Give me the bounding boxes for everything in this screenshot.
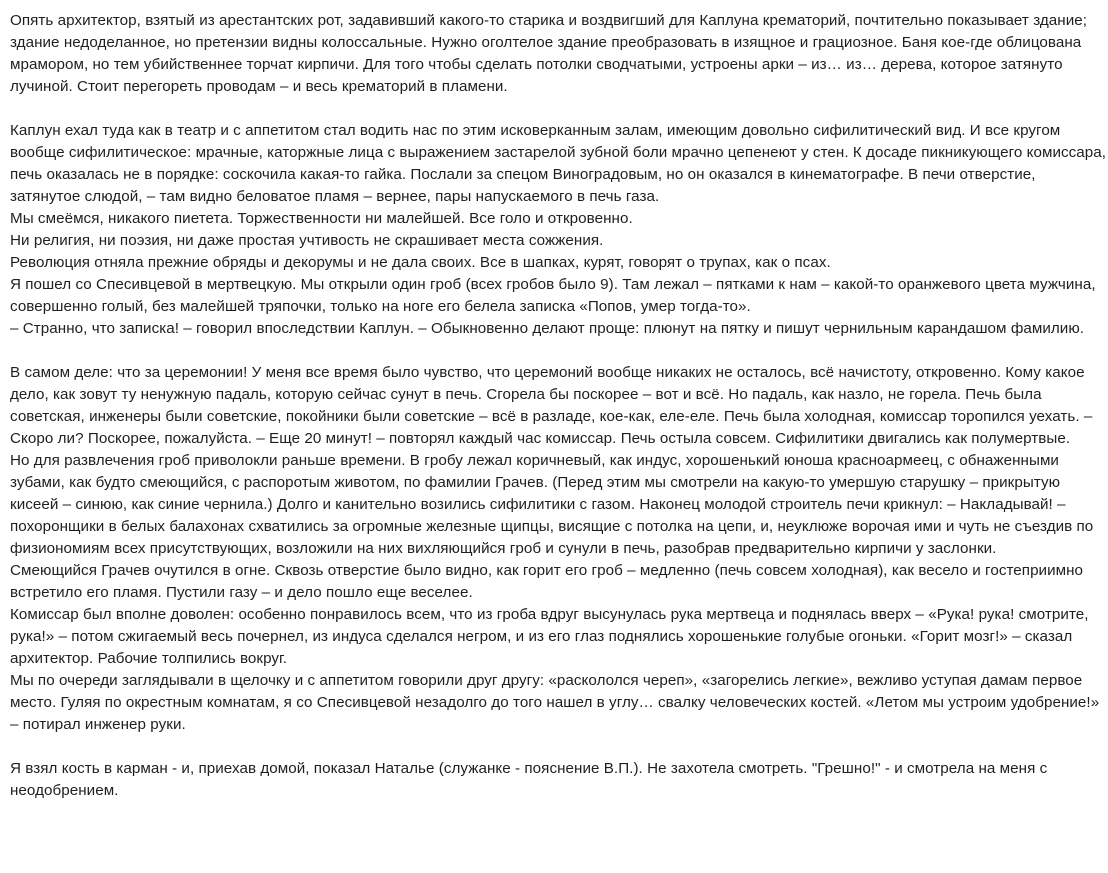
paragraph-morgue: Я пошел со Спесивцевой в мертвецкую. Мы открыли один гроб (всех гробов было 9). Там лежал – пятками к нам – какой-то оранжевого цвета мужчина, совершенно голый, без малейшей тряпочки, только на ноге его белела записка «Попов, умер тогда-то». bbox=[10, 276, 1096, 315]
paragraph-peephole: Мы по очереди заглядывали в щелочку и с аппетитом говорили друг другу: «раскололся череп», «загорелись легкие», вежливо уступая дамам первое место. Гуляя по окрестным комнатам, я со Спесивцевой незадолго до того нашел в углу… свалку человеческих костей. «Летом мы устроим удобрение!» – потирал инженер руки. bbox=[10, 672, 1100, 733]
paragraph-bone: Я взял кость в карман - и, приехав домой, показал Наталье (служанке - пояснение В.П.). Не захотела смотреть. "Грешно!" - и смотрела на меня с неодобрением. bbox=[10, 760, 1048, 799]
paragraph-religion: Ни религия, ни поэзия, ни даже простая учтивость не скрашивает места сожжения. bbox=[10, 232, 604, 249]
paragraph-fire: Смеющийся Грачев очутился в огне. Сквозь отверстие было видно, как горит его гроб – медленно (печь совсем холодная), как весело и гостеприимно встретило его пламя. Пустили газу – и дело пошло еще веселее. bbox=[10, 562, 1084, 601]
paragraph-ceremonies: В самом деле: что за церемонии! У меня все время было чувство, что церемоний вообще никаких не осталось, всё начистоту, откровенно. Кому какое дело, как зовут ту ненужную падаль, которую сейчас сунут в печь. Сгорела бы поскорее – вот и всё. Но падаль, как назло, не горела. Печь была советская, инженеры были советские, покойники были советские – всё в разладе, кое-как, еле-еле. Печь была холодная, комиссар торопился уехать. – Скоро ли? Поскорее, пожалуйста. – Еще 20 минут! – повторял каждый час комиссар. Печь остыла совсем. Сифилитики двигались как полумертвые. bbox=[10, 364, 1093, 447]
paragraph-commissar: Комиссар был вполне доволен: особенно понравилось всем, что из гроба вдруг высунулась рука мертвеца и поднялась вверх – «Рука! рука! смотрите, рука!» – потом сжигаемый весь почернел, из индуса сделался негром, и из его глаз поднялись хорошенькие голубые огоньки. «Горит мозг!» – сказал архитектор. Рабочие толпились вокруг. bbox=[10, 606, 1089, 667]
paragraph-architect: Опять архитектор, взятый из арестантских рот, задавивший какого-то старика и воздвигший для Каплуна крематорий, почтительно показывает здание; здание недоделанное, но претензии видны колоссальные. Нужно оголтелое здание преобразовать в изящное и грациозное. Баня кое-где облицована мрамором, но тем убийственнее торчат кирпичи. Для того чтобы сделать потолки сводчатыми, устроены арки – из… из… дерева, которое затянуто лучиной. Стоит перегореть проводам – и весь крематорий в пламени. bbox=[10, 12, 1088, 95]
paragraph-revolution: Революция отняла прежние обряды и декорумы и не дала своих. Все в шапках, курят, говорят о трупах, как о псах. bbox=[10, 254, 831, 271]
paragraph-note: – Странно, что записка! – говорил впоследствии Каплун. – Обыкновенно делают проще: плюнут на пятку и пишут чернильным карандашом фамилию. bbox=[10, 320, 1085, 337]
paragraph-kaplun-theatre: Каплун ехал туда как в театр и с аппетитом стал водить нас по этим исковерканным залам, имеющим довольно сифилитический вид. И все кругом вообще сифилитическое: мрачные, каторжные лица с выражением застарелой зубной боли мрачно цепенеют у стен. К досаде пикникующего комиссара, печь оказалась не в порядке: соскочила какая-то гайка. Послали за спецом Виноградовым, но он оказался в кинематографе. В печи отверстие, затянутое слюдой, – там видно беловатое пламя – вернее, пары напускаемого в печь газа. bbox=[10, 122, 1107, 205]
paragraph-laughing: Мы смеёмся, никакого пиетета. Торжественности ни малейшей. Все голо и откровенно. bbox=[10, 210, 633, 227]
paragraph-coffin: Но для развлечения гроб приволокли раньше времени. В гробу лежал коричневый, как индус, хорошенький юноша красноармеец, с обнаженными зубами, как будто смеющийся, с распоротым животом, по фамилии Грачев. (Перед этим мы смотрели на какую-то умершую старушку – прикрытую кисеей – синюю, как синие чернила.) Долго и канительно возились сифилитики с газом. Наконец молодой строитель печи крикнул: – Накладывай! – похоронщики в белых балахонах схватились за огромные железные щипцы, висящие с потолка на цепи, и, неуклюже ворочая ими и чуть не съездив по физиономиям всех присутствующих, возложили на них вихляющийся гроб и сунули в печь, разобрав предварительно кирпичи у заслонки. bbox=[10, 452, 1094, 557]
